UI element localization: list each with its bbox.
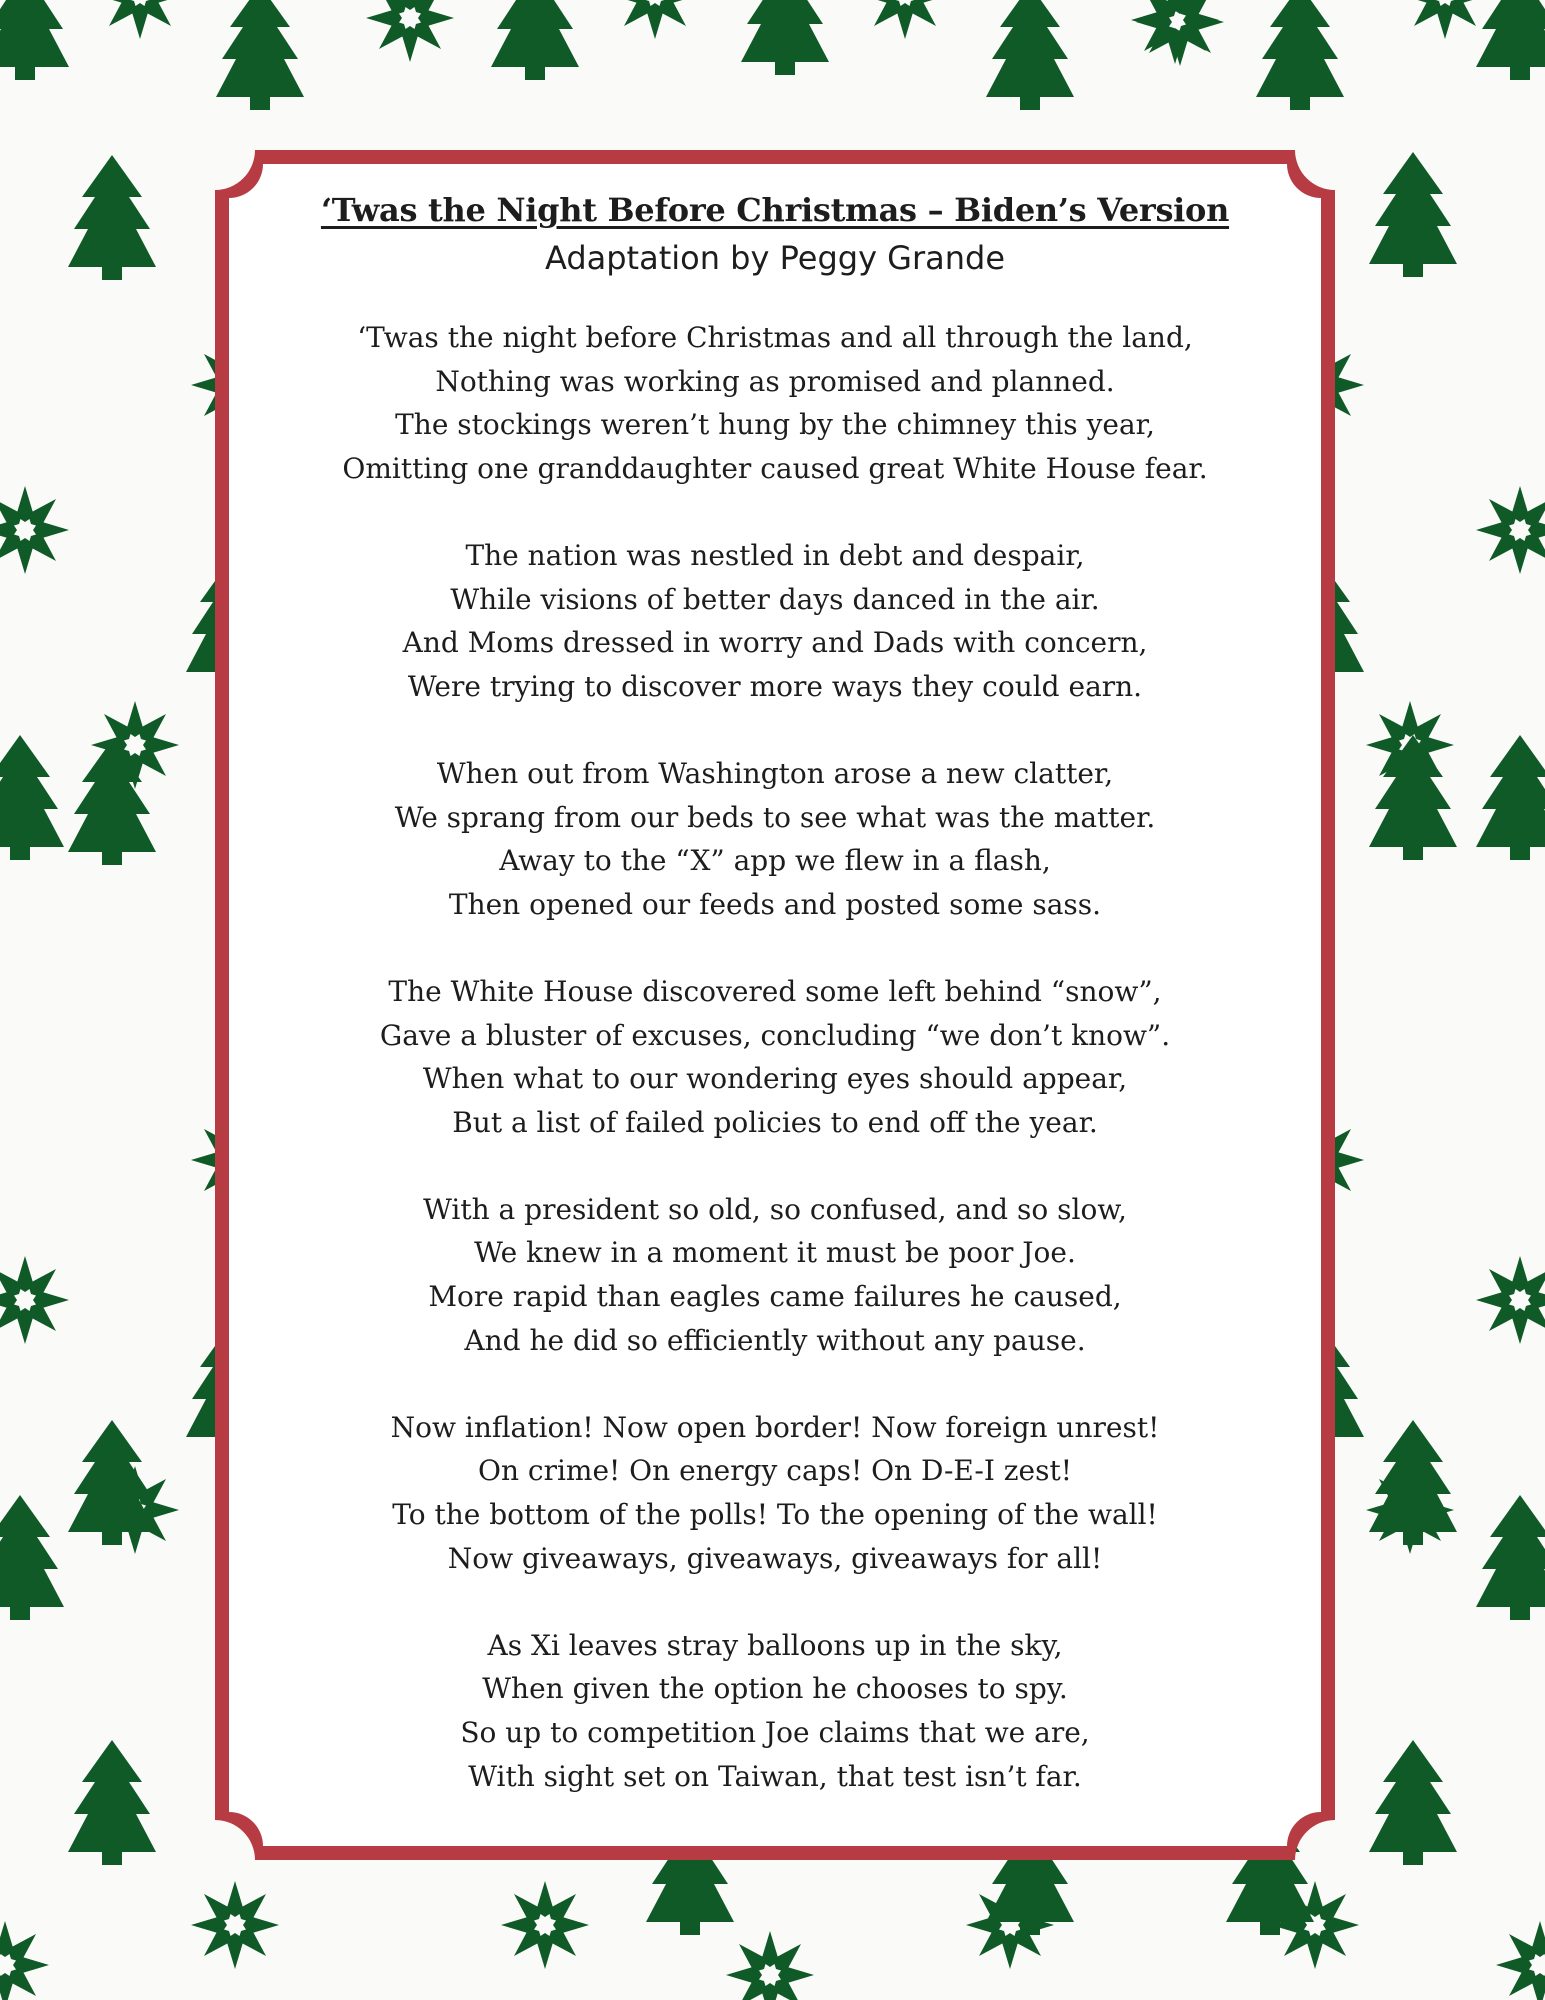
christmas-tree-icon (1476, 1495, 1545, 1620)
snowflake-star-icon (0, 486, 69, 574)
snowflake-star-icon (1476, 1256, 1545, 1344)
snowflake-star-icon (366, 0, 454, 62)
snowflake-star-icon (0, 1256, 69, 1344)
poem-line: When what to our wondering eyes should appear, (422, 1062, 1128, 1096)
poem-stanza (275, 1188, 1275, 1362)
christmas-tree-icon (0, 1495, 64, 1620)
snowflake-star-icon (611, 0, 699, 39)
christmas-tree-icon (1476, 0, 1545, 80)
poem-title: ‘Twas the Night Before Christmas – Biden’s Version (320, 191, 1230, 229)
poem-line: We knew in a moment it must be poor Joe. (474, 1236, 1076, 1270)
snowflake-star-icon (91, 701, 179, 789)
snowflake-star-icon (966, 1881, 1054, 1969)
poem-stanza (275, 1406, 1275, 1580)
poem-line: Then opened our feeds and posted some sass. (448, 887, 1102, 921)
christmas-tree-icon (0, 735, 64, 860)
poem-stanzas (275, 316, 1275, 1798)
christmas-tree-icon (216, 0, 304, 110)
poem-line: Were trying to discover more ways they could earn. (407, 669, 1143, 703)
snowflake-star-icon (1271, 1881, 1359, 1969)
poem-content (275, 190, 1275, 1820)
christmas-tree-icon (1476, 735, 1545, 860)
poem-line: The White House discovered some left behind “snow”, (388, 974, 1162, 1008)
christmas-tree-icon (68, 155, 156, 280)
christmas-tree-icon (1369, 735, 1457, 860)
snowflake-star-icon (96, 0, 184, 39)
christmas-tree-icon (741, 0, 829, 75)
snowflake-star-icon (861, 0, 949, 39)
snowflake-star-icon (191, 1881, 279, 1969)
christmas-tree-icon (491, 0, 579, 80)
poem-line: Omitting one granddaughter caused great White House fear. (342, 451, 1208, 485)
poem-line: Gave a bluster of excuses, concluding “we don’t know”. (379, 1018, 1171, 1052)
poem-stanza (275, 316, 1275, 490)
snowflake-star-icon (1476, 486, 1545, 574)
poem-line: Nothing was working as promised and planned. (435, 364, 1115, 398)
snowflake-star-icon (501, 1881, 589, 1969)
poem-line: The stockings weren’t hung by the chimney this year, (395, 408, 1155, 442)
christmas-tree-icon (1369, 1740, 1457, 1865)
poem-line: When given the option he chooses to spy. (482, 1672, 1068, 1706)
poem-line: While visions of better days danced in the air. (450, 582, 1100, 616)
snowflake-star-icon (726, 1931, 814, 2000)
poem-stanza (275, 1624, 1275, 1798)
poem-stanza (275, 534, 1275, 708)
christmas-tree-icon (0, 0, 69, 80)
snowflake-star-icon (1496, 1921, 1545, 2000)
christmas-tree-icon (1256, 0, 1344, 110)
poem-line: Now giveaways, giveaways, giveaways for all! (447, 1541, 1103, 1575)
snowflake-star-icon (0, 1921, 49, 2000)
poem-line: The nation was nestled in debt and despair, (465, 538, 1085, 572)
poem-line: Now inflation! Now open border! Now foreign unrest! (390, 1410, 1160, 1444)
snowflake-star-icon (1136, 0, 1224, 66)
christmas-tree-icon (1369, 152, 1457, 277)
poem-subtitle: Adaptation by Peggy Grande (544, 239, 1006, 277)
poem-line: As Xi leaves stray balloons up in the sky, (487, 1628, 1063, 1662)
poem-line: When out from Washington arose a new clatter, (436, 756, 1114, 790)
poem-line: On crime! On energy caps! On D-E-I zest! (478, 1454, 1072, 1488)
poem-stanza (275, 970, 1275, 1144)
christmas-tree-icon (986, 0, 1074, 110)
poem-line: And he did so efficiently without any pause. (464, 1323, 1086, 1357)
poem-line: And Moms dressed in worry and Dads with concern, (402, 626, 1148, 660)
poem-line: Away to the “X” app we flew in a flash, (499, 844, 1051, 878)
poem-stanza (275, 752, 1275, 926)
poem-line: More rapid than eagles came failures he caused, (428, 1280, 1122, 1314)
poem-line: We sprang from our beds to see what was the matter. (394, 800, 1156, 834)
poem-line: With a president so old, so confused, and so slow, (423, 1192, 1127, 1226)
christmas-tree-icon (68, 1740, 156, 1865)
snowflake-star-icon (1401, 0, 1489, 39)
poem-line: So up to competition Joe claims that we are, (460, 1716, 1090, 1749)
poem-line: With sight set on Taiwan, that test isn’t far. (468, 1759, 1082, 1793)
poem-line: To the bottom of the polls! To the opening of the wall! (392, 1498, 1158, 1532)
poem-line: ‘Twas the night before Christmas and all through the land, (357, 321, 1193, 354)
poem-card (215, 150, 1335, 1860)
poem-line: But a list of failed policies to end off the year. (452, 1105, 1098, 1139)
